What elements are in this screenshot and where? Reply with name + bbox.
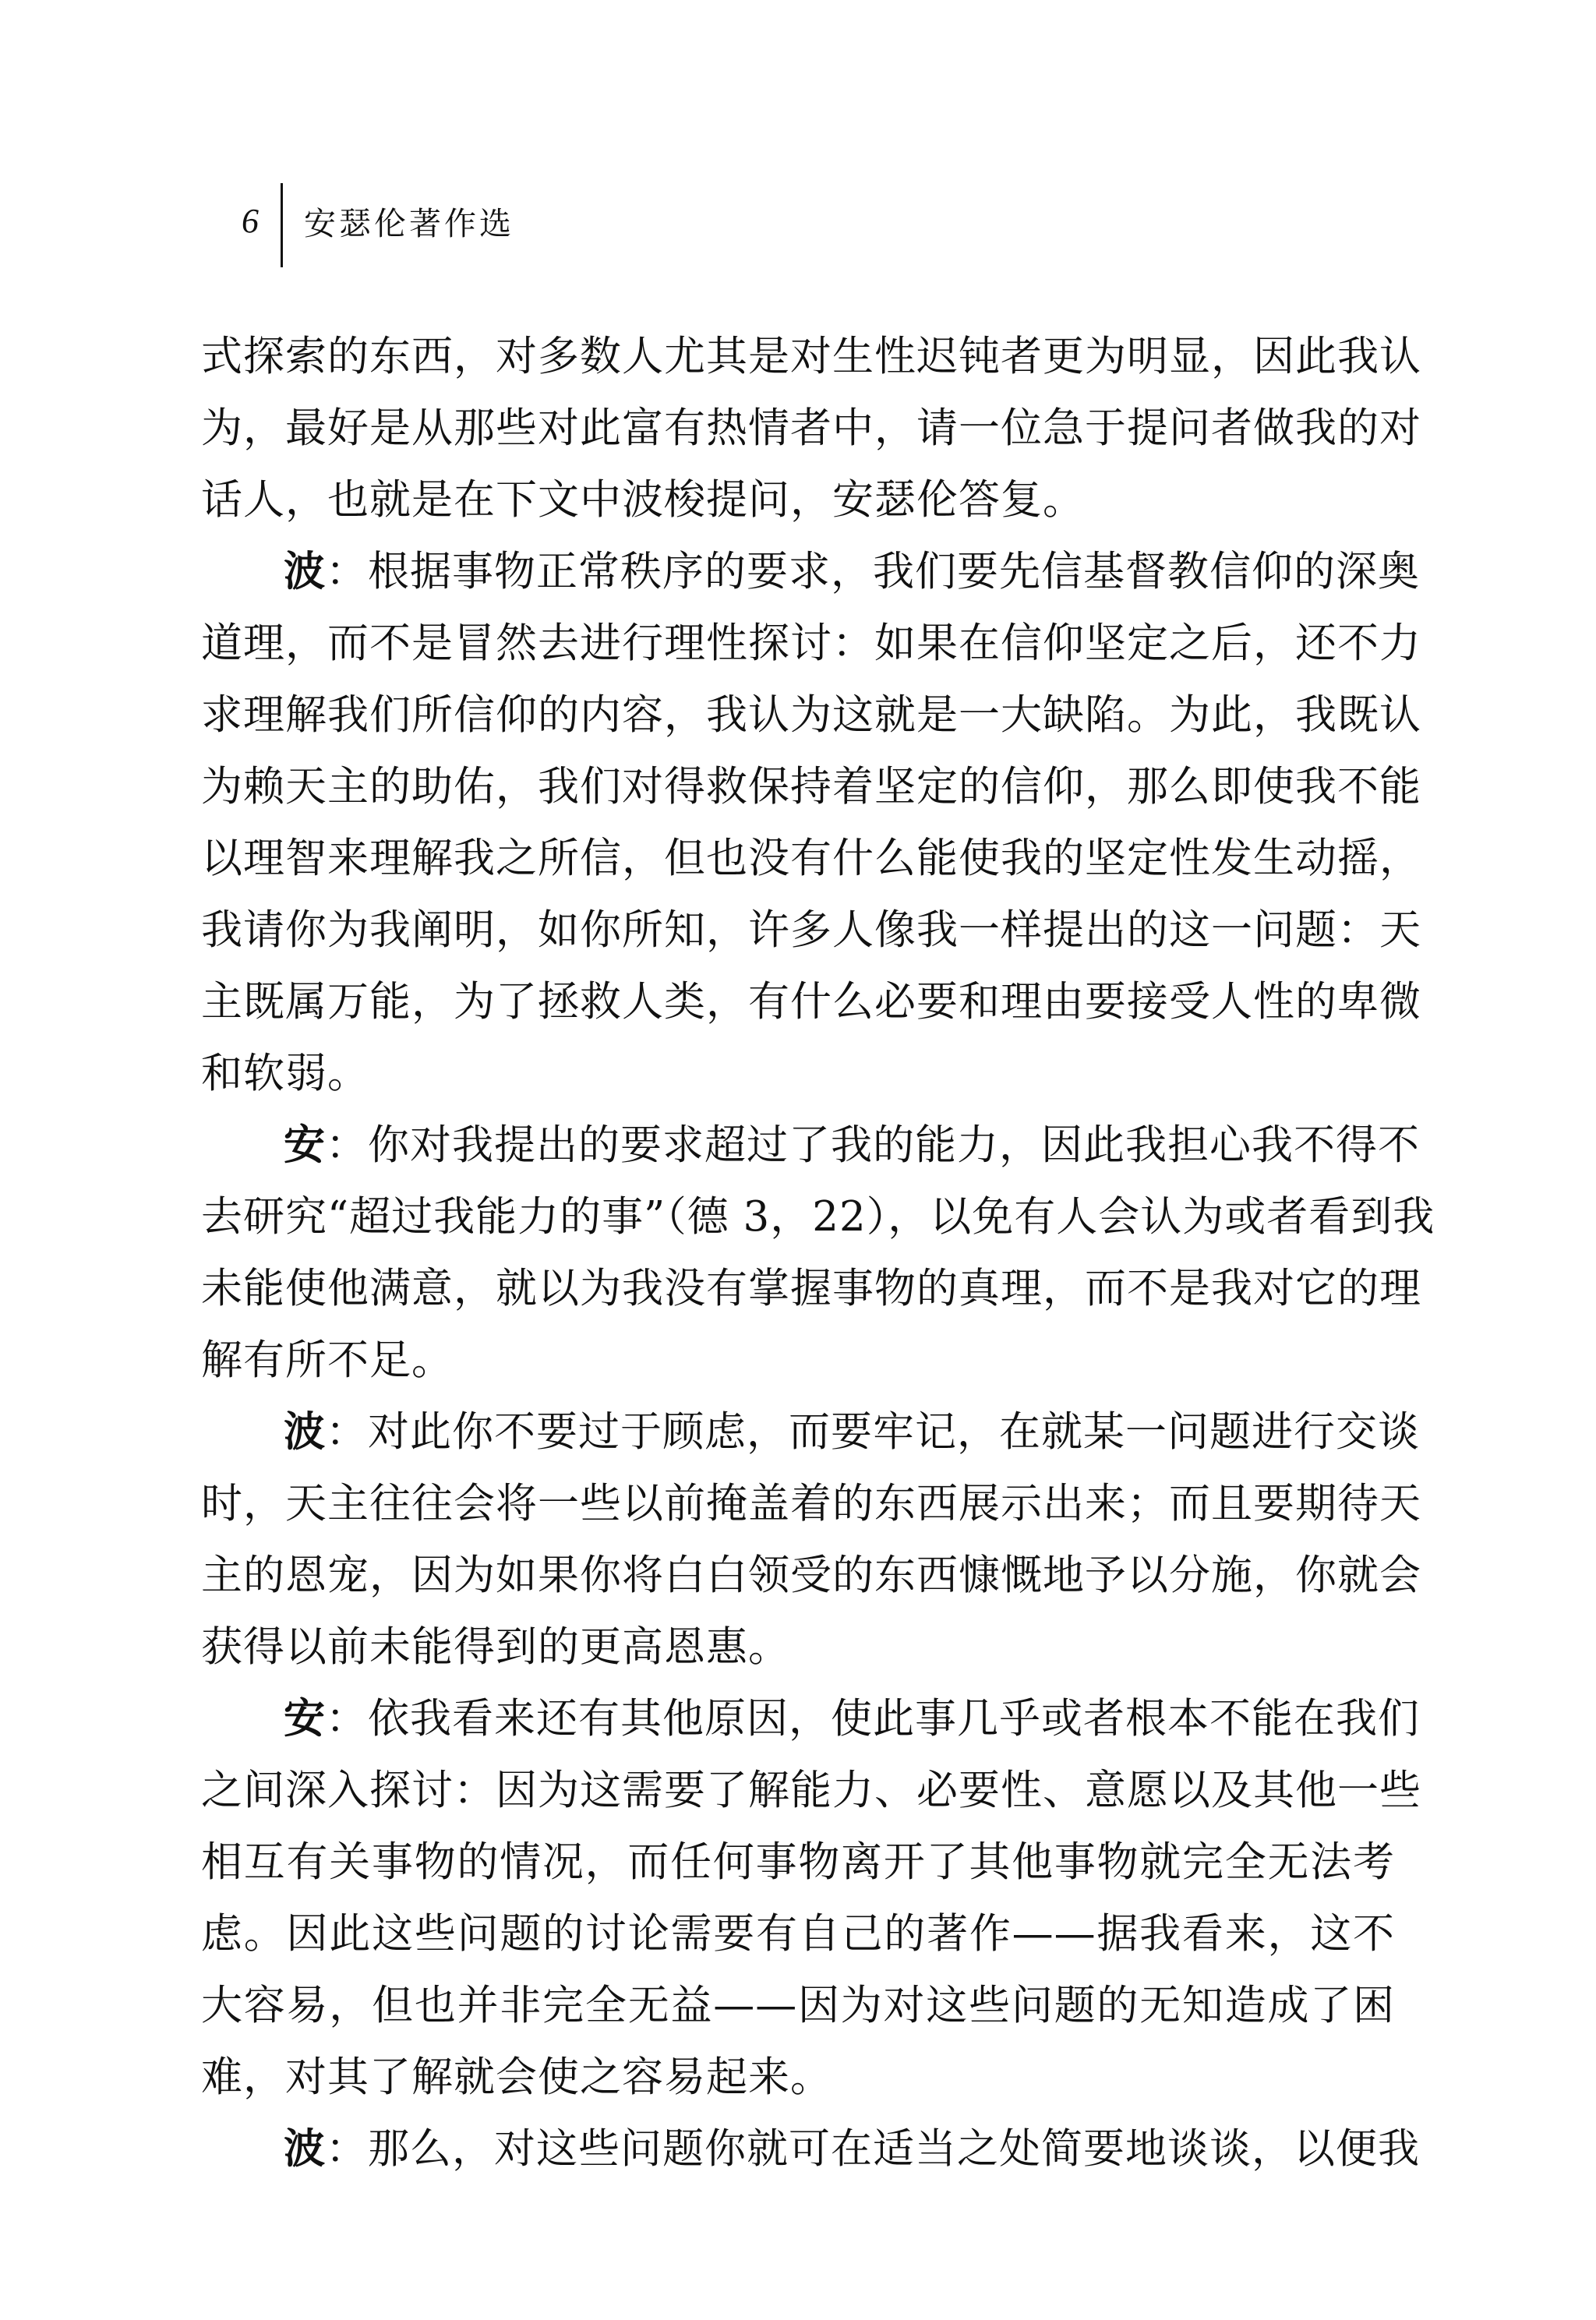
book-title: 安瑟伦著作选 xyxy=(304,205,514,242)
text-line: 时，天主往往会将一些以前掩盖着的东西展示出来；而且要期待天 xyxy=(201,1480,1421,1527)
speaker-label: 安 xyxy=(284,1121,326,1169)
speaker-label: 安 xyxy=(284,1695,326,1743)
text-line: 之间深入探讨：因为这需要了解能力、必要性、意愿以及其他一些 xyxy=(201,1767,1421,1814)
text-line: 为，最好是从那些对此富有热情者中，请一位急于提问者做我的对 xyxy=(201,404,1421,452)
text-line: 虑。因此这些问题的讨论需要有自己的著作——据我看来，这不 xyxy=(201,1910,1395,1958)
text-line: 主的恩宠，因为如果你将白白领受的东西慷慨地予以分施，你就会 xyxy=(201,1552,1421,1599)
text-line: 为赖天主的助佑，我们对得救保持着坚定的信仰，那么即使我不能 xyxy=(201,763,1421,810)
text-line: 我请你为我阐明，如你所知，许多人像我一样提出的这一问题：天 xyxy=(201,906,1421,954)
text-line: 安：你对我提出的要求超过了我的能力，因此我担心我不得不 xyxy=(284,1121,1420,1169)
text-line: 求理解我们所信仰的内容，我认为这就是一大缺陷。为此，我既认 xyxy=(201,691,1421,739)
page-number: 6 xyxy=(242,202,259,240)
body-text xyxy=(201,321,1435,2185)
text-line: 主既属万能，为了拯救人类，有什么必要和理由要接受人性的卑微 xyxy=(201,978,1421,1026)
text-line: 获得以前未能得到的更高恩惠。 xyxy=(201,1623,790,1671)
speaker-label: 波 xyxy=(284,2125,326,2173)
text-line: 大容易，但也并非完全无益——因为对这些问题的无知造成了困 xyxy=(201,1982,1395,2029)
text-line: 安：依我看来还有其他原因，使此事几乎或者根本不能在我们 xyxy=(284,1695,1420,1743)
speaker-label: 波 xyxy=(284,1408,326,1456)
text-line: 以理智来理解我之所信，但也没有什么能使我的坚定性发生动摇， xyxy=(201,835,1421,882)
text-line: 话人，也就是在下文中波梭提问，安瑟伦答复。 xyxy=(201,476,1085,524)
text-line: 相互有关事物的情况，而任何事物离开了其他事物就完全无法考 xyxy=(201,1838,1395,1886)
text-line: 波：对此你不要过于顾虑，而要牢记，在就某一问题进行交谈 xyxy=(284,1408,1420,1456)
text-line: 式探索的东西，对多数人尤其是对生性迟钝者更为明显，因此我认 xyxy=(201,333,1421,380)
text-line: 未能使他满意，就以为我没有掌握事物的真理，而不是我对它的理 xyxy=(201,1265,1421,1312)
text-line: 波：那么，对这些问题你就可在适当之处简要地谈谈，以便我 xyxy=(284,2125,1420,2173)
text-line: 解有所不足。 xyxy=(201,1337,454,1384)
text-line: 难，对其了解就会使之容易起来。 xyxy=(201,2053,832,2101)
speaker-label: 波 xyxy=(284,548,326,595)
text-line: 和软弱。 xyxy=(201,1050,369,1097)
header-divider xyxy=(281,183,283,267)
text-line: 去研究“超过我能力的事”（德 3，22），以免有人会认为或者看到我 xyxy=(201,1193,1435,1241)
text-line: 道理，而不是冒然去进行理性探讨：如果在信仰坚定之后，还不力 xyxy=(201,620,1421,667)
text-line: 波：根据事物正常秩序的要求，我们要先信基督教信仰的深奥 xyxy=(284,548,1420,595)
